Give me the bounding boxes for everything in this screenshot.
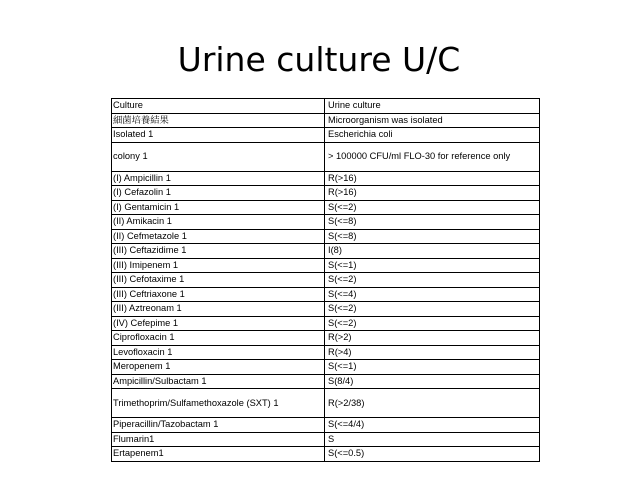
table-row bbox=[112, 258, 540, 273]
row-label: colony 1 bbox=[112, 142, 325, 171]
slide-title: Urine culture U/C bbox=[177, 40, 461, 79]
table-row bbox=[112, 128, 540, 143]
row-label: (III) Cefotaxime 1 bbox=[112, 273, 325, 288]
row-value: S(<=4/4) bbox=[325, 418, 540, 433]
row-label: Ampicillin/Sulbactam 1 bbox=[112, 374, 325, 389]
row-value: S(<=2) bbox=[325, 200, 540, 215]
row-value: S(<=8) bbox=[325, 215, 540, 230]
table-row bbox=[112, 244, 540, 259]
row-label: (III) Imipenem 1 bbox=[112, 258, 325, 273]
row-value: > 100000 CFU/ml FLO-30 for reference only bbox=[325, 142, 540, 171]
table-row bbox=[112, 374, 540, 389]
urine-culture-table bbox=[111, 98, 540, 462]
row-label: Meropenem 1 bbox=[112, 360, 325, 375]
row-value: R(>2/38) bbox=[325, 389, 540, 418]
row-value: S(<=1) bbox=[325, 360, 540, 375]
row-label: Flumarin1 bbox=[112, 432, 325, 447]
row-label: Ciprofloxacin 1 bbox=[112, 331, 325, 346]
row-value: S(<=4) bbox=[325, 287, 540, 302]
row-label: Trimethoprim/Sulfamethoxazole (SXT) 1 bbox=[112, 389, 325, 418]
row-value: R(>2) bbox=[325, 331, 540, 346]
row-label: Culture bbox=[112, 99, 325, 114]
row-value: S(<=2) bbox=[325, 316, 540, 331]
row-label: (III) Aztreonam 1 bbox=[112, 302, 325, 317]
row-value: S bbox=[325, 432, 540, 447]
row-value: S(8/4) bbox=[325, 374, 540, 389]
table-row bbox=[112, 273, 540, 288]
row-value: Escherichia coli bbox=[325, 128, 540, 143]
row-value: S(<=2) bbox=[325, 273, 540, 288]
table-row bbox=[112, 229, 540, 244]
row-label: (III) Ceftriaxone 1 bbox=[112, 287, 325, 302]
row-label: Ertapenem1 bbox=[112, 447, 325, 462]
row-value: S(<=8) bbox=[325, 229, 540, 244]
table-row bbox=[112, 360, 540, 375]
row-label: (I) Cefazolin 1 bbox=[112, 186, 325, 201]
table-row bbox=[112, 302, 540, 317]
table-row bbox=[112, 171, 540, 186]
table-row bbox=[112, 331, 540, 346]
row-value: R(>4) bbox=[325, 345, 540, 360]
table-row bbox=[112, 447, 540, 462]
row-label: Isolated 1 bbox=[112, 128, 325, 143]
row-value: R(>16) bbox=[325, 186, 540, 201]
table-row bbox=[112, 287, 540, 302]
table-row bbox=[112, 432, 540, 447]
row-value: Microorganism was isolated bbox=[325, 113, 540, 128]
urine-culture-table-body bbox=[112, 99, 540, 462]
row-label: 細菌培養結果 bbox=[112, 113, 325, 128]
table-row bbox=[112, 113, 540, 128]
row-value: S(<=1) bbox=[325, 258, 540, 273]
row-value: R(>16) bbox=[325, 171, 540, 186]
table-row bbox=[112, 316, 540, 331]
row-label: (II) Amikacin 1 bbox=[112, 215, 325, 230]
row-label: Piperacillin/Tazobactam 1 bbox=[112, 418, 325, 433]
row-label: (I) Ampicillin 1 bbox=[112, 171, 325, 186]
table-row bbox=[112, 418, 540, 433]
row-label: (II) Cefmetazole 1 bbox=[112, 229, 325, 244]
row-label: (III) Ceftazidime 1 bbox=[112, 244, 325, 259]
table-row bbox=[112, 200, 540, 215]
row-label: (I) Gentamicin 1 bbox=[112, 200, 325, 215]
row-value: S(<=0.5) bbox=[325, 447, 540, 462]
table-row bbox=[112, 389, 540, 418]
row-value: S(<=2) bbox=[325, 302, 540, 317]
row-label: Levofloxacin 1 bbox=[112, 345, 325, 360]
row-value: Urine culture bbox=[325, 99, 540, 114]
row-value: I(8) bbox=[325, 244, 540, 259]
table-row bbox=[112, 142, 540, 171]
table-row bbox=[112, 345, 540, 360]
table-row bbox=[112, 99, 540, 114]
table-row bbox=[112, 215, 540, 230]
table-row bbox=[112, 186, 540, 201]
row-label: (IV) Cefepime 1 bbox=[112, 316, 325, 331]
